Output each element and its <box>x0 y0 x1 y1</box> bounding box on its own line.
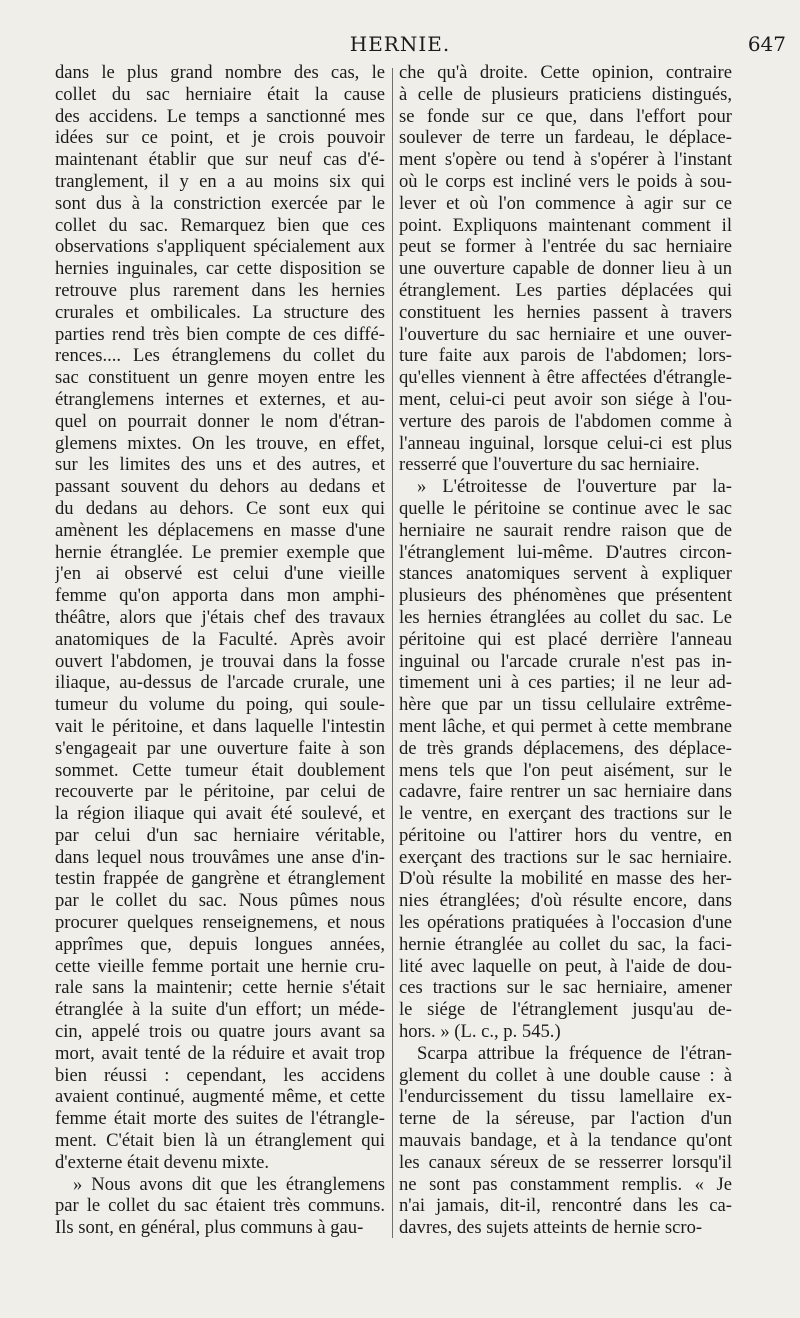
text-line: par le collet du sac étaient très communs. <box>55 1195 385 1217</box>
text-line: étranglement. Les parties déplacées qui <box>399 279 732 301</box>
text-line: soulever de terre un fardeau, le déplace- <box>399 127 732 149</box>
text-line: testin frappée de gangrène et étranglement <box>55 868 385 890</box>
text-line: rences.... Les étranglemens du collet du <box>55 345 385 367</box>
text-line: point. Expliquons maintenant comment il <box>399 214 732 236</box>
text-line: quelle le péritoine se continue avec le sac <box>399 497 732 519</box>
text-line: à celle de plusieurs praticiens distingués, <box>399 83 732 105</box>
text-line: par le collet du sac. Nous pûmes nous <box>55 890 385 912</box>
text-line: les hernies étranglées au collet du sac. Le <box>399 606 732 628</box>
text-line: hors. » (L. c., p. 545.) <box>399 1021 561 1043</box>
text-line: inguinal ou l'arcade crurale n'est pas in- <box>399 650 732 672</box>
text-line: cin, appelé trois ou quatre jours avant sa <box>55 1021 385 1043</box>
text-line: timement uni à ces parties; il ne leur ad- <box>399 672 732 694</box>
text-line: Scarpa attribue la fréquence de l'étran- <box>417 1042 732 1064</box>
text-line: dans le plus grand nombre des cas, le <box>55 62 385 83</box>
text-line: iliaque, au-dessus de l'arcade crurale, une <box>55 672 385 694</box>
text-line: ne sont pas constamment remplis. « Je <box>399 1173 732 1195</box>
text-line: glement du collet à une double cause : à <box>399 1064 732 1086</box>
text-line: le ventre, en exerçant des tractions sur le <box>399 803 732 825</box>
text-line: collet du sac herniaire était la cause <box>55 83 385 105</box>
text-line: D'où résulte la mobilité en masse des her- <box>399 868 732 890</box>
text-line: sur les limites des uns et des autres, et <box>55 454 385 476</box>
text-line: stances anatomiques servent à expliquer <box>399 563 732 585</box>
text-line: herniaire ne saurait rendre raison que de <box>399 519 732 541</box>
text-line: resserré que l'ouverture du sac herniaire. <box>399 454 700 476</box>
text-line: la région iliaque qui avait été soulevé, et <box>55 803 385 825</box>
text-line: l'endurcissement du tissu lamellaire ex- <box>399 1086 732 1108</box>
text-line: sont dus à la constriction exercée par le <box>55 192 385 214</box>
text-line: l'étranglement lui-même. D'autres circon- <box>399 541 732 563</box>
text-line: terne de la séreuse, par l'action d'un <box>399 1108 732 1130</box>
text-line: idées sur ce point, et je crois pouvoir <box>55 127 385 149</box>
text-line: crurales et ombilicales. La structure des <box>55 301 385 323</box>
text-line: n'ai jamais, dit-il, rencontré dans les ca- <box>399 1195 732 1217</box>
text-line: anatomiques de la Faculté. Après avoir <box>55 628 385 650</box>
text-line: hernies inguinales, car cette disposition se <box>55 258 385 280</box>
text-line: s'engageait par une ouverture faite à son <box>55 737 385 759</box>
text-line: mens tels que l'on peut aisément, sur le <box>399 759 732 781</box>
text-line: collet du sac. Remarquez bien que ces <box>55 214 385 236</box>
text-line: Ils sont, en général, plus communs à gau- <box>55 1217 364 1239</box>
text-line: cette vieille femme portait une hernie cru- <box>55 955 385 977</box>
text-line: lité avec laquelle on peut, à l'aide de dou- <box>399 955 732 977</box>
text-line: quel on pourrait donner le nom d'étran- <box>55 410 385 432</box>
text-line: che qu'à droite. Cette opinion, contraire <box>399 62 732 83</box>
text-line: passant souvent du dehors au dedans et <box>55 476 385 498</box>
page-header <box>0 32 800 62</box>
text-line: lever et où l'on commence à agir sur ce <box>399 192 732 214</box>
text-line: peut se former à l'entrée du sac herniaire <box>399 236 732 258</box>
text-line: davres, des sujets atteints de hernie scro- <box>399 1217 703 1239</box>
text-line: procurer quelques renseignemens, et nous <box>55 912 385 934</box>
text-line: péritoine qui est placé derrière l'anneau <box>399 628 732 650</box>
text-line: les opérations pratiquées à l'occasion d'une <box>399 912 732 934</box>
column-divider <box>392 68 393 1238</box>
text-line: parties rend très bien compte de ces diffé- <box>55 323 385 345</box>
text-line: de très grands déplacemens, des déplace- <box>399 737 732 759</box>
text-line: amènent les déplacemens en masse d'une <box>55 519 385 541</box>
text-line: verture des parois de l'abdomen comme à <box>399 410 732 432</box>
text-line: l'ouverture du sac herniaire et une ouver- <box>399 323 732 345</box>
text-line: j'en ai observé est celui d'une vieille <box>55 563 385 585</box>
text-line: péritoine ou l'attirer hors du ventre, en <box>399 824 732 846</box>
text-line: une ouverture capable de donner lieu à un <box>399 258 732 280</box>
text-line: vait le péritoine, et dans laquelle l'intestin <box>55 715 385 737</box>
text-line: ment, celui-ci peut avoir son siége à l'ou- <box>399 388 732 410</box>
text-line: glemens mixtes. On les trouve, en effet, <box>55 432 385 454</box>
text-line: tranglement, il y en a au moins six qui <box>55 170 385 192</box>
text-line: qu'elles viennent à être affectées d'étrangle- <box>399 367 732 389</box>
text-line: se fonde sur ce que, dans l'effort pour <box>399 105 732 127</box>
text-line: ouvert l'abdomen, je trouvai dans la fosse <box>55 650 385 672</box>
text-line: hère que par un tissu cellulaire extrême- <box>399 694 732 716</box>
text-line: constituent les hernies passent à travers <box>399 301 732 323</box>
text-line: plusieurs des phénomènes que présentent <box>399 585 732 607</box>
text-line: du dedans au dehors. Ce sont eux qui <box>55 497 385 519</box>
text-line: ment lâche, et qui permet à cette membrane <box>399 715 732 737</box>
text-line: dans lequel nous trouvâmes une anse d'in- <box>55 846 385 868</box>
text-line: apprîmes que, depuis longues années, <box>55 933 385 955</box>
text-line: bien réussi : cependant, les accidens <box>55 1064 385 1086</box>
text-line: ment s'opère ou tend à s'opérer à l'instant <box>399 149 732 171</box>
text-line: ces tractions sur le sac herniaire, amener <box>399 977 732 999</box>
text-line: hernie étranglée au collet du sac, la faci- <box>399 933 732 955</box>
text-line: maintenant établir que sur neuf cas d'é- <box>55 149 385 171</box>
text-line: ture faite aux parois de l'abdomen; lors- <box>399 345 732 367</box>
text-line: des accidens. Le temps a sanctionné mes <box>55 105 385 127</box>
text-line: hernie étranglée. Le premier exemple que <box>55 541 385 563</box>
text-line: retrouve plus rarement dans les hernies <box>55 279 385 301</box>
page-number: 647 <box>747 32 786 56</box>
text-line: ment. C'était bien là un étranglement qui <box>55 1130 385 1152</box>
text-line: mort, avait tenté de la réduire et avait trop <box>55 1042 385 1064</box>
left-text-column <box>55 62 385 1239</box>
text-line: exerçant des tractions sur le sac herniaire. <box>399 846 732 868</box>
text-line: mauvais bandage, et à la tendance qu'ont <box>399 1130 732 1152</box>
text-line: » L'étroitesse de l'ouverture par la- <box>417 476 732 498</box>
text-line: où le corps est incliné vers le poids à sou- <box>399 170 732 192</box>
text-line: sac constituent un genre moyen entre les <box>55 367 385 389</box>
text-line: étranglée à la suite d'un effort; un méde- <box>55 999 385 1021</box>
text-line: par celui d'un sac herniaire véritable, <box>55 824 385 846</box>
text-line: tumeur du volume du poing, qui soule- <box>55 694 385 716</box>
text-line: étranglemens internes et externes, et au- <box>55 388 385 410</box>
text-line: recouverte par le péritoine, par celui de <box>55 781 385 803</box>
text-line: les canaux séreux de se resserrer lorsqu'il <box>399 1151 732 1173</box>
text-line: femme qu'on apporta dans mon amphi- <box>55 585 385 607</box>
text-line: » Nous avons dit que les étranglemens <box>73 1173 385 1195</box>
text-line: théâtre, alors que j'étais chef des travaux <box>55 606 385 628</box>
text-line: l'anneau inguinal, lorsque celui-ci est plus <box>399 432 732 454</box>
text-line: femme était morte des suites de l'étrangle- <box>55 1108 385 1130</box>
running-title: HERNIE. <box>349 32 451 56</box>
text-line: d'externe était devenu mixte. <box>55 1151 269 1173</box>
right-text-column <box>399 62 732 1239</box>
text-line: nies étranglées; d'où résulte encore, dans <box>399 890 732 912</box>
text-line: rale sans la maintenir; cette hernie s'était <box>55 977 385 999</box>
text-line: avaient continué, augmenté même, et cette <box>55 1086 385 1108</box>
text-line: cadavre, faire rentrer un sac herniaire dans <box>399 781 732 803</box>
text-line: le siége de l'étranglement jusqu'au de- <box>399 999 732 1021</box>
text-line: sommet. Cette tumeur était doublement <box>55 759 385 781</box>
text-line: observations s'appliquent spécialement aux <box>55 236 385 258</box>
